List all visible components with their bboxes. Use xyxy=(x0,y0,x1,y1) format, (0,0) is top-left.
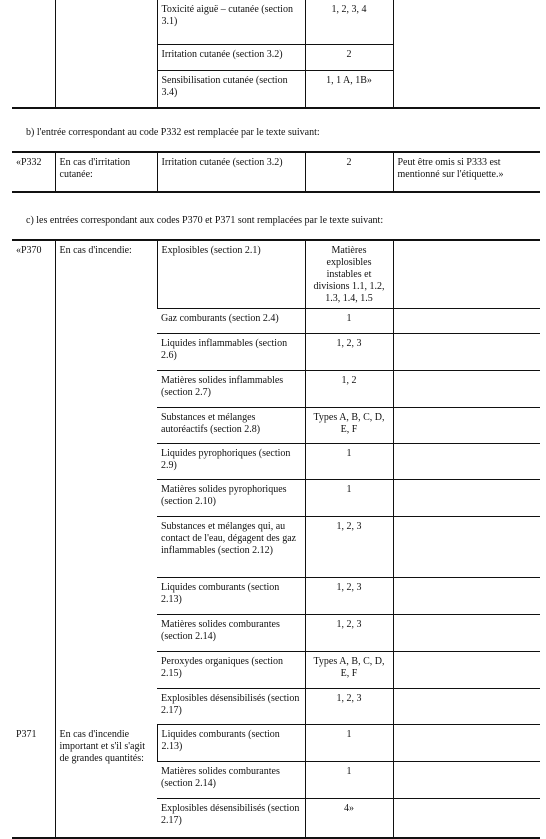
table-row xyxy=(12,70,540,108)
hazard-cell: Gaz comburants (section 2.4) xyxy=(157,309,305,334)
table-row xyxy=(12,725,540,762)
code-cell: «P370 xyxy=(16,245,42,256)
category-cell: 1 xyxy=(305,762,393,799)
hazard-cell: Irritation cutanée (section 3.2) xyxy=(157,44,305,70)
category-cell: 4» xyxy=(305,799,393,838)
category-cell: 1, 2, 3 xyxy=(305,689,393,725)
remark-cell xyxy=(393,240,540,309)
hazard-cell: Sensibilisation cutanée (section 3.4) xyxy=(157,70,305,108)
hazard-cell: Explosibles désensibilisés (section 2.17) xyxy=(161,803,300,826)
paragraph-b: b) l'entrée correspondant au code P332 est remplacée par le texte suivant: xyxy=(26,127,320,138)
hazard-cell: Matières solides inflammables (section 2.7) xyxy=(157,371,305,408)
category-cell: 1, 1 A, 1B» xyxy=(305,70,393,108)
code-cell: P371 xyxy=(16,728,37,740)
category-cell: 1, 2, 3 xyxy=(305,517,393,578)
category-cell: Types A, B, C, D, E, F xyxy=(305,408,393,444)
statement-cell: En cas d'incendie: xyxy=(55,240,157,725)
hazard-cell: Explosibles désensibilisés (section 2.17) xyxy=(157,689,305,725)
category-cell: 2 xyxy=(305,152,393,192)
hazard-cell: Substances et mélanges autoréactifs (section 2.8) xyxy=(157,408,305,444)
hazard-cell: Liquides comburants (section 2.13) xyxy=(157,725,305,762)
table-row xyxy=(12,44,540,70)
hazard-cell: Irritation cutanée (section 3.2) xyxy=(157,152,305,192)
table-row xyxy=(12,152,540,192)
hazard-cell: Substances et mélanges qui, au contact de l'eau, dégagent des gaz inflammables (section 2.12) xyxy=(157,517,305,578)
remark-cell: Peut être omis si P333 est mentionné sur l'étiquette.» xyxy=(393,152,540,192)
table-p370-p371 xyxy=(12,239,540,839)
category-cell: 1 xyxy=(305,480,393,517)
table-p332 xyxy=(12,151,540,193)
category-cell: 1, 2, 3, 4 xyxy=(305,0,393,44)
hazard-cell: Toxicité aiguë – cutanée (section 3.1) xyxy=(157,0,305,44)
remark-cell xyxy=(393,0,540,44)
hazard-cell: Liquides comburants (section 2.13) xyxy=(157,578,305,615)
hazard-cell: Liquides pyrophoriques (section 2.9) xyxy=(157,444,305,480)
hazard-cell: Liquides inflammables (section 2.6) xyxy=(157,334,305,371)
paragraph-c: c) les entrées correspondant aux codes P370 et P371 sont remplacées par le texte suivant: xyxy=(26,215,384,226)
category-cell: 1 xyxy=(305,725,393,762)
statement-cell: En cas d'irritation cutanée: xyxy=(55,152,157,192)
category-cell: 1 xyxy=(305,444,393,480)
code-cell xyxy=(12,0,55,44)
statement-cell: En cas d'incendie important et s'il s'agit de grandes quantités: xyxy=(55,725,157,838)
category-cell: Matières explosibles instables et divisions 1.1, 1.2, 1.3, 1.4, 1.5 xyxy=(305,240,393,309)
hazard-cell: Peroxydes organiques (section 2.15) xyxy=(157,652,305,689)
statement-cell xyxy=(55,0,157,44)
category-cell: 1, 2, 3 xyxy=(305,334,393,371)
category-cell: 2 xyxy=(305,44,393,70)
code-cell: «P332 xyxy=(16,157,42,168)
hazard-cell: Matières solides pyrophoriques (section 2.10) xyxy=(157,480,305,517)
hazard-cell: Explosibles (section 2.1) xyxy=(157,240,305,309)
category-cell: 1, 2, 3 xyxy=(305,578,393,615)
hazard-cell: Matières solides comburantes (section 2.14) xyxy=(157,615,305,652)
category-cell: Types A, B, C, D, E, F xyxy=(305,652,393,689)
hazard-cell: Matières solides comburantes (section 2.14) xyxy=(157,762,305,799)
category-cell: 1, 2, 3 xyxy=(305,615,393,652)
category-cell: 1, 2 xyxy=(305,371,393,408)
table-row xyxy=(12,240,540,309)
category-cell: 1 xyxy=(305,309,393,334)
table-continuation xyxy=(12,0,540,109)
table-row xyxy=(12,0,540,44)
